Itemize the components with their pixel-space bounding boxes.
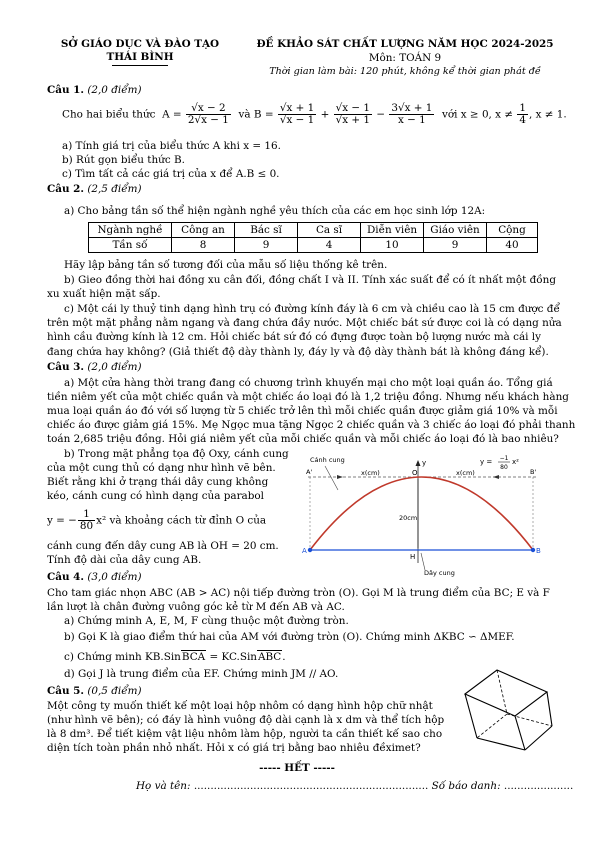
table-header-cell: Bác sĩ [235, 223, 298, 238]
box-figure [455, 664, 555, 754]
q1-part-b: b) Rút gọn biểu thức B. [62, 154, 185, 166]
table-cell: 40 [487, 238, 538, 253]
q1-intro: Cho hai biểu thức [62, 108, 156, 121]
q5-line4: diện tích toàn phần nhỏ nhất. Hỏi x có giá trị bằng bao nhiêu đềximet? [47, 742, 421, 754]
label-a-prime: A' [306, 468, 313, 476]
label-o: O [412, 469, 418, 477]
q3-part-a-line3: mua loại quần áo đó với số lượng từ 5 chiếc trở lên thì mỗi chiếc quần được giảm giá 10% và mỗi [47, 405, 558, 417]
name-label: Họ và tên: [136, 780, 191, 792]
q5-line2: (như hình vẽ bên); có đáy là hình vuông độ dài cạnh là x dm và thể tích hộp [47, 714, 445, 726]
q3-part-b-line1: b) Trong mặt phẳng tọa độ Oxy, cánh cung [64, 448, 289, 460]
q4-line1: Cho tam giác nhọn ABC (AB > AC) nội tiếp đường tròn (O). Gọi M là trung điểm của BC; E và F [47, 587, 550, 599]
q3-part-b-line7: Tính độ dài của dây cung AB. [47, 554, 202, 566]
table-cell: 9 [235, 238, 298, 253]
table-header-cell: Giáo viên [424, 223, 487, 238]
label-canh-cung: Cánh cung [310, 456, 345, 464]
department-name: SỞ GIÁO DỤC VÀ ĐÀO TẠO [60, 38, 220, 50]
label-a: A [302, 547, 307, 555]
exam-title: ĐỀ KHẢO SÁT CHẤT LƯỢNG NĂM HỌC 2024-2025 [256, 38, 554, 50]
q4-part-b: b) Gọi K là giao điểm thứ hai của AM với đường tròn (O). Chứng minh ΔKBC ∽ ΔMEF. [64, 631, 515, 643]
table-cell: 8 [172, 238, 235, 253]
id-label: Số báo danh: [431, 780, 501, 792]
bow-parabola-figure [298, 450, 550, 585]
expr-a-label: A = [162, 108, 182, 121]
minus-sign: − [376, 108, 386, 121]
q2-part-c-line4: đang chứa hay không? (Giả thiết độ dày thành ly, đáy ly và độ dày thành bát là không đáng kể). [47, 346, 549, 358]
q4-part-a: a) Chứng minh A, E, M, F cùng thuộc một đường tròn. [64, 615, 349, 627]
q1-expressions [62, 103, 567, 126]
box-hidden-edge [497, 670, 507, 714]
q1-part-a: a) Tính giá trị của biểu thức A khi x = 16. [62, 140, 281, 152]
box-edge [525, 726, 552, 750]
angle-abc: ABC [257, 651, 282, 663]
q1-heading [47, 84, 142, 97]
plus-sign: + [320, 108, 330, 121]
table-cell: 10 [361, 238, 424, 253]
x-left-arrow-icon [337, 475, 343, 479]
q2-part-c-line1: c) Một cái ly thuỷ tinh dạng hình trụ có đường kính đáy là 6 cm và chiều cao là 15 cm được để [64, 303, 560, 315]
q2-part-c-line3: hình cầu đường kính là 12 cm. Hỏi chiếc bát sứ đó có đựng được toàn bộ lượng nước mà cái ly [47, 331, 541, 343]
end-marker: ----- HẾT ----- [259, 762, 335, 774]
q4-title: Câu 4. [47, 571, 85, 583]
table-header-cell: Cộng [487, 223, 538, 238]
table-row [89, 238, 538, 253]
expr-b-label: B = [253, 108, 274, 121]
expr-b-term1: $\frac{√x + 1}{√x - 1}$ [279, 102, 315, 126]
table-row-label: Tần số [89, 238, 172, 253]
x-right-arrow-icon [493, 475, 499, 479]
q3-part-a-line1: a) Một cửa hàng thời trang đang có chương trình khuyến mại cho một loại quần áo. Tổng giá [64, 377, 553, 389]
subject-line [245, 52, 565, 65]
q3-part-b-line2: của một cung thủ có dạng như hình vẽ bên. [47, 462, 276, 474]
q2-title: Câu 2. [47, 183, 85, 195]
q3-part-b-line4: kéo, cánh cung có hình dạng của parabol [47, 490, 264, 502]
q5-line1: Một công ty muốn thiết kế một loại hộp nhôm có dạng hình hộp chữ nhật [47, 700, 433, 712]
box-edge [547, 692, 552, 726]
q2-part-c-line2: trên một mặt phẳng nằm ngang và đang chứa đầy nước. Một chiếc bát sứ được coi là có dạng nửa [47, 317, 562, 329]
q2-heading [47, 183, 142, 196]
label-x-right: x(cm) [456, 469, 475, 477]
table-header-cell: Ngành nghề [89, 223, 172, 238]
q4-points: (3,0 điểm) [87, 571, 142, 583]
parabola-coefficient: $\frac{1}{80}$ [79, 508, 94, 532]
label-20cm: 20cm [399, 514, 418, 522]
expr-b-term2: $\frac{√x - 1}{√x + 1}$ [335, 102, 371, 126]
canh-cung-pointer [325, 466, 338, 490]
q4-line2: lần lượt là chân đường vuông góc kẻ từ M đến AB và AC. [47, 601, 345, 613]
table-header-cell: Ca sĩ [298, 223, 361, 238]
label-b: B [536, 547, 541, 555]
condition-prefix: với x ≥ 0, x ≠ [442, 108, 514, 121]
table-header-cell: Công an [172, 223, 235, 238]
q1-part-c: c) Tìm tất cả các giá trị của x để A.B ≤ 0. [62, 168, 280, 180]
table-cell: 9 [424, 238, 487, 253]
q1-points: (2,0 điểm) [87, 84, 142, 96]
q2-part-a-task: Hãy lập bảng tần số tương đối của mẫu số liệu thống kê trên. [64, 259, 388, 271]
point-b [531, 548, 535, 552]
expr-b-term3: $\frac{3√x + 1}{x - 1}$ [391, 102, 433, 126]
bow-arc [310, 477, 533, 550]
y-axis-arrow-icon [416, 460, 421, 466]
q4-part-c: c) Chứng minh KB.SinBCA = KC.SinABC. [64, 651, 286, 663]
q2-part-b-line2: xu xuất hiện mặt sấp. [47, 288, 161, 300]
q5-line3: là 8 dm³. Để tiết kiệm vật liệu nhôm làm hộp, người ta cần thiết kế sao cho [47, 728, 443, 740]
q1-and: và [238, 108, 251, 121]
label-x-left: x(cm) [361, 469, 380, 477]
q3-part-a-line5: toán 2,685 triệu đồng. Hỏi giá niêm yết của mỗi chiếc quần và mỗi chiếc áo loại đó là bao nhiêu? [47, 433, 559, 445]
q5-heading [47, 685, 142, 698]
label-day-cung: Dây cung [424, 569, 455, 577]
q5-title: Câu 5. [47, 685, 85, 697]
frequency-table [88, 222, 538, 253]
q3-part-b-line6: cánh cung đến dây cung AB là OH = 20 cm. [47, 540, 279, 552]
header-underline [112, 65, 168, 66]
label-equation-den: 80 [500, 464, 508, 471]
condition-suffix: , x ≠ 1. [528, 108, 567, 121]
candidate-info [136, 780, 573, 793]
point-a [308, 548, 312, 552]
day-cung-pointer [421, 553, 425, 570]
box-edge [477, 738, 525, 750]
table-header-row [89, 223, 538, 238]
condition-fraction: $\frac{1}{4}$ [519, 102, 526, 126]
box-edge [465, 694, 477, 738]
q4-part-d: d) Gọi J là trung điểm của EF. Chứng minh JM // AO. [64, 668, 339, 680]
province-name: THÁI BÌNH [106, 51, 174, 63]
angle-bca: BCA [181, 651, 206, 663]
label-b-prime: B' [530, 468, 537, 476]
time-note: Thời gian làm bài: 120 phút, không kể thời gian phát đề [269, 66, 541, 77]
q2-part-a-intro: a) Cho bảng tần số thể hiện ngành nghề yêu thích của các em học sinh lớp 12A: [64, 205, 486, 217]
q3-part-a-line2: tiền niêm yết của một chiếc quần và một chiếc áo loại đó là 1,2 triệu đồng. Nhưng nếu khách hàng [47, 391, 569, 403]
box-hidden-edge [507, 714, 552, 726]
box-edge [515, 716, 525, 750]
label-y: y [422, 459, 427, 467]
q3-heading [47, 361, 142, 374]
table-header-cell: Diễn viên [361, 223, 424, 238]
name-field[interactable]: ....................................................................... [193, 780, 429, 792]
table-cell: 4 [298, 238, 361, 253]
label-equation-suffix: x² [512, 458, 519, 466]
q1-title: Câu 1. [47, 84, 85, 96]
q5-points: (0,5 điểm) [87, 685, 142, 697]
id-field[interactable]: ..................... [503, 780, 574, 792]
q3-title: Câu 3. [47, 361, 85, 373]
label-equation-num: −1 [499, 455, 509, 462]
q3-points: (2,0 điểm) [87, 361, 142, 373]
box-hidden-edge [477, 714, 507, 738]
subject-text: Môn: TOÁN 9 [368, 52, 442, 64]
q2-points: (2,5 điểm) [87, 183, 142, 195]
q2-part-b-line1: b) Gieo đồng thời hai đồng xu cân đối, đồng chất I và II. Tính xác suất để có ít nhất một đồng [64, 274, 556, 286]
q4-heading [47, 571, 142, 584]
q3-part-a-line4: chiếc áo được giảm giá 15%. Mẹ Ngọc mua tặng Ngọc 2 chiếc quần và 3 chiếc áo loại đó phải thanh [47, 419, 576, 431]
label-h: H [410, 553, 416, 561]
label-equation-prefix: y = [480, 458, 493, 466]
q3-part-b-equation: y = − $\frac{1}{80}$ x² và khoảng cách từ đỉnh O của [47, 508, 267, 532]
q3-part-b-line3: Biết rằng khi ở trạng thái dây cung không [47, 476, 269, 488]
expr-a-fraction: $\frac{√x - 2}{2√x - 1}$ [187, 102, 229, 126]
